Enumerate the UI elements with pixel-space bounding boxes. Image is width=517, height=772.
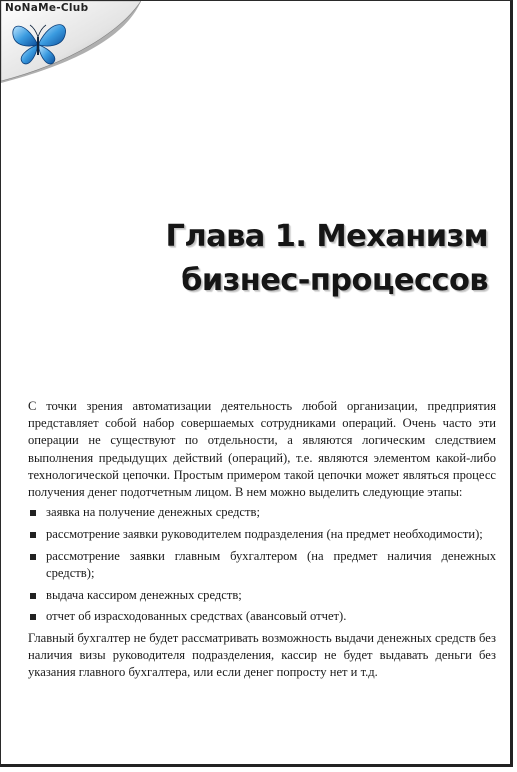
square-bullet-icon bbox=[30, 532, 36, 538]
square-bullet-icon bbox=[30, 614, 36, 620]
chapter-title-line-1: Глава 1. Механизм bbox=[165, 219, 488, 254]
list-item bbox=[28, 526, 496, 543]
list-item-text: отчет об израсходованных средствах (авансовый отчет). bbox=[46, 609, 347, 624]
list-item-text: заявка на получение денежных средств; bbox=[46, 505, 260, 520]
list-item-text: выдача кассиром денежных средств; bbox=[46, 587, 242, 602]
list-item-text: рассмотрение заявки руководителем подразделения (на предмет необходимости); bbox=[46, 526, 483, 541]
watermark-logo bbox=[1, 1, 141, 83]
list-item bbox=[28, 587, 496, 604]
list-item bbox=[28, 504, 496, 521]
chapter-body bbox=[28, 398, 496, 682]
square-bullet-icon bbox=[30, 593, 36, 599]
watermark-text: NoNaMe-Club bbox=[5, 2, 89, 14]
intro-paragraph: С точки зрения автоматизации деятельность любой организации, предприятия представляет собой набор совершаемых сотрудниками операций. Очень часто эти операции не существуют по отдельности, а являются логическим следствием выполнения предыдущих действий (операций), т.е. являются элементом какой-либо технологической цепочки. Простым примером такой цепочки может являться процесс получения денег подотчетным лицом. В нем можно выделить следующие этапы: bbox=[28, 399, 496, 500]
list-item bbox=[28, 548, 496, 582]
square-bullet-icon bbox=[30, 554, 36, 560]
stages-list bbox=[28, 504, 496, 625]
chapter-title bbox=[18, 215, 488, 303]
square-bullet-icon bbox=[30, 510, 36, 516]
list-item-text: рассмотрение заявки главным бухгалтером (на предмет наличия денежных средств); bbox=[46, 548, 496, 580]
chapter-title-line-2: бизнес-процессов bbox=[181, 263, 488, 298]
list-item bbox=[28, 608, 496, 625]
closing-paragraph: Главный бухгалтер не будет рассматривать возможность выдачи денежных средств без наличия визы руководителя подразделения, кассир не будет выдавать деньги без указания главного бухгалтера, или если денег попросту нет и т.д. bbox=[28, 630, 496, 680]
